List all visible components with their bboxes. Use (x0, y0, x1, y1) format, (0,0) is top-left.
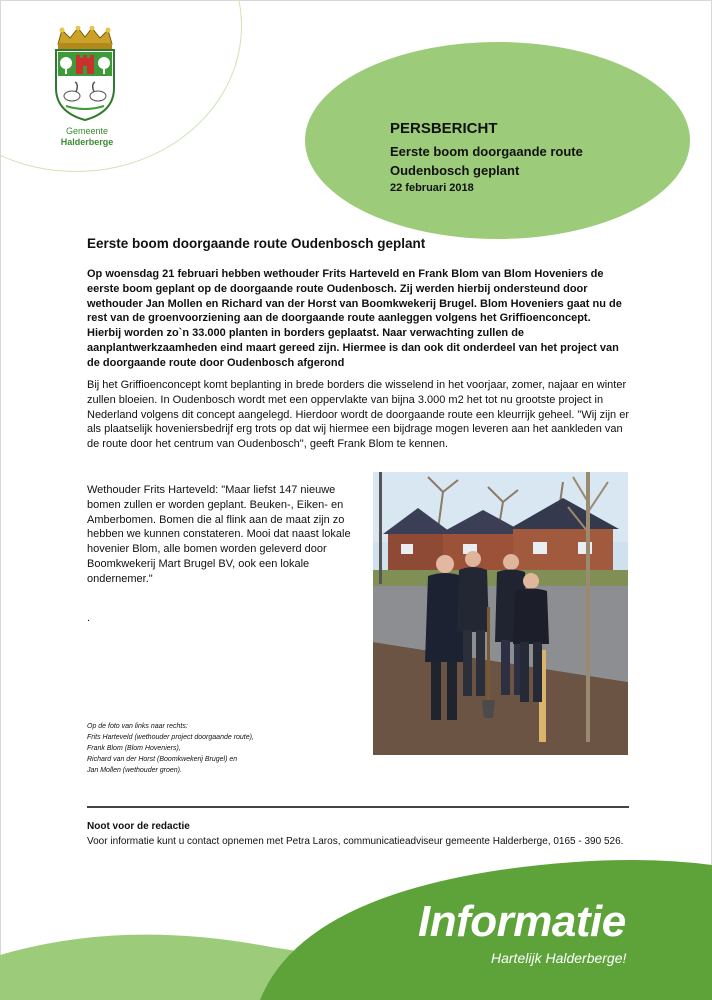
photo-caption (87, 721, 357, 776)
press-title-line1: Eerste boom doorgaande route (390, 144, 583, 159)
caption-line: Frits Harteveld (wethouder project doorgaande route), (87, 734, 254, 741)
press-title-line2: Oudenbosch geplant (390, 163, 520, 178)
footer-title: Informatie (418, 897, 626, 946)
editor-note-text: Voor informatie kunt u contact opnemen met Petra Laros, communicatieadviseur gemeente Halderberge, 0165 - 390 526. (87, 836, 624, 847)
editor-note-heading: Noot voor de redactie (87, 821, 190, 832)
press-release-header (390, 120, 670, 194)
caption-line: Jan Mollen (wethouder groen). (87, 767, 182, 774)
caption-line: Frank Blom (Blom Hoveniers), (87, 745, 181, 752)
municipality-name (52, 126, 122, 148)
coat-of-arms-logo (52, 26, 118, 122)
caption-line: Op de foto van links naar rechts: (87, 723, 188, 730)
press-label: PERSBERICHT (390, 120, 498, 137)
logo-text-line2: Halderberge (60, 137, 114, 147)
article-quote: Wethouder Frits Harteveld: "Maar liefst 147 nieuwe bomen zullen er worden geplant. Beuken-, Eiken- en Amberbomen. Bomen die al flink aan de maat zijn zo hebben we kunnen constateren. Mooi dat naast lokale hovenier Blom, alle bomen worden geleverd door Boomkwekerij Mart Brugel BV, ook een lokale ondernemer." (87, 484, 351, 585)
stray-dot: . (87, 612, 91, 624)
divider-rule (87, 806, 629, 808)
press-date: 22 februari 2018 (390, 182, 474, 194)
article-body: Bij het Griffioenconcept komt beplanting in brede borders die wisselend in het voorjaar, zomer, najaar en winter zullen bloeien. In Oudenbosch wordt met een oppervlakte van bijna 3.000 m2 het tot nu grootste project in Nederland volgens dit concept aangelegd. Hierdoor wordt de doorgaande route een kleurrijk geheel. "Wij zijn er als plaatselijk hoveniersbedrijf erg trots op dat wij hiermee een bijdrage mogen leveren aan het aankleden van de route door het centrum van Oudenbosch", geeft Frank Blom te kennen. (87, 379, 630, 451)
footer-subtitle: Hartelijk Halderberge! (491, 950, 627, 966)
logo-text-line1: Gemeente (65, 126, 109, 136)
caption-line: Richard van der Horst (Boomkwekerij Brugel) en (87, 756, 238, 763)
article-headline: Eerste boom doorgaande route Oudenbosch geplant (87, 236, 426, 251)
article-lead: Op woensdag 21 februari hebben wethouder Frits Harteveld en Frank Blom van Blom Hoveniers de eerste boom geplant op de doorgaande route Oudenbosch. Zij werden hierbij ondersteund door wethouder Jan Mollen en Richard van der Horst van Boomkwekerij Brugel. Blom Hoveniers gaat nu de rest van de groenvoorziening aan de doorgaande route aanleggen volgens het Griffioenconcept. Hierbij worden zo`n 33.000 planten in borders geplaatst. Naar verwachting zullen de aanplantwerkzaamheden eind maart gereed zijn. Hiermee is dan ook dit onderdeel van het project van de doorgaande route door Oudenbosch afgerond (87, 268, 622, 369)
tree-planting-photo (373, 472, 628, 755)
